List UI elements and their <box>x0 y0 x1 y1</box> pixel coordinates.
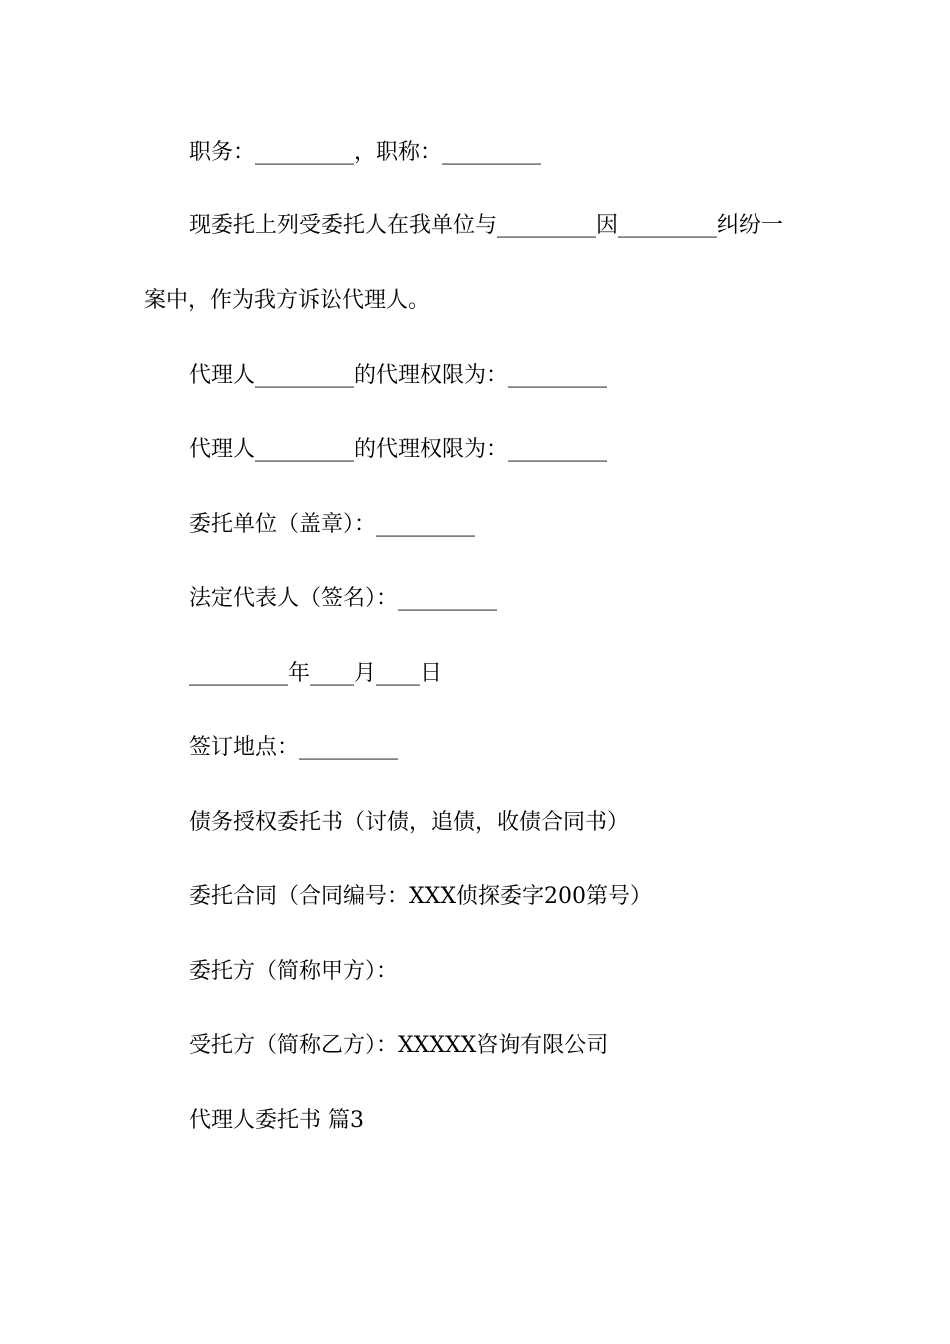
line-text: 职务：_________，职称：_________ <box>189 140 542 165</box>
line-text: 签订地点：_________ <box>189 735 399 760</box>
line-text: 债务授权委托书（讨债，追债，收债合同书） <box>189 810 630 835</box>
date-line <box>189 659 442 689</box>
legal-representative-signature-line <box>189 584 497 614</box>
section-heading <box>189 1106 364 1136</box>
line-text: _________年____月____日 <box>189 661 443 686</box>
signing-place-line <box>189 733 398 763</box>
line-text: 代理人_________的代理权限为：_________ <box>189 437 608 462</box>
line-text: 受托方（简称乙方）：XXXXX咨询有限公司 <box>189 1033 609 1058</box>
entrusting-unit-seal-line <box>189 510 475 540</box>
agent-authority-line-2 <box>189 435 607 465</box>
line-text: 委托方（简称甲方）： <box>189 959 399 984</box>
line-text: 现委托上列受委托人在我单位与_________因_________纠纷一 <box>189 213 784 238</box>
line-text: 委托合同（合同编号：XXX侦探委字200第号） <box>189 884 652 909</box>
line-text: 案中，作为我方诉讼代理人。 <box>144 288 431 313</box>
line-text: 委托单位（盖章）：_________ <box>189 512 476 537</box>
party-a-line <box>189 957 398 987</box>
line-text: 法定代表人（签名）：_________ <box>189 586 498 611</box>
entrust-paragraph-line-1 <box>189 211 783 241</box>
contract-number-line <box>189 882 652 912</box>
debt-authorization-heading <box>189 808 629 838</box>
agent-authority-line-1 <box>189 361 607 391</box>
entrust-paragraph-line-2 <box>144 286 430 316</box>
position-title-line <box>189 138 541 168</box>
party-b-line <box>189 1031 608 1061</box>
line-text: 代理人_________的代理权限为：_________ <box>189 363 608 388</box>
line-text: 代理人委托书 篇3 <box>189 1108 364 1133</box>
